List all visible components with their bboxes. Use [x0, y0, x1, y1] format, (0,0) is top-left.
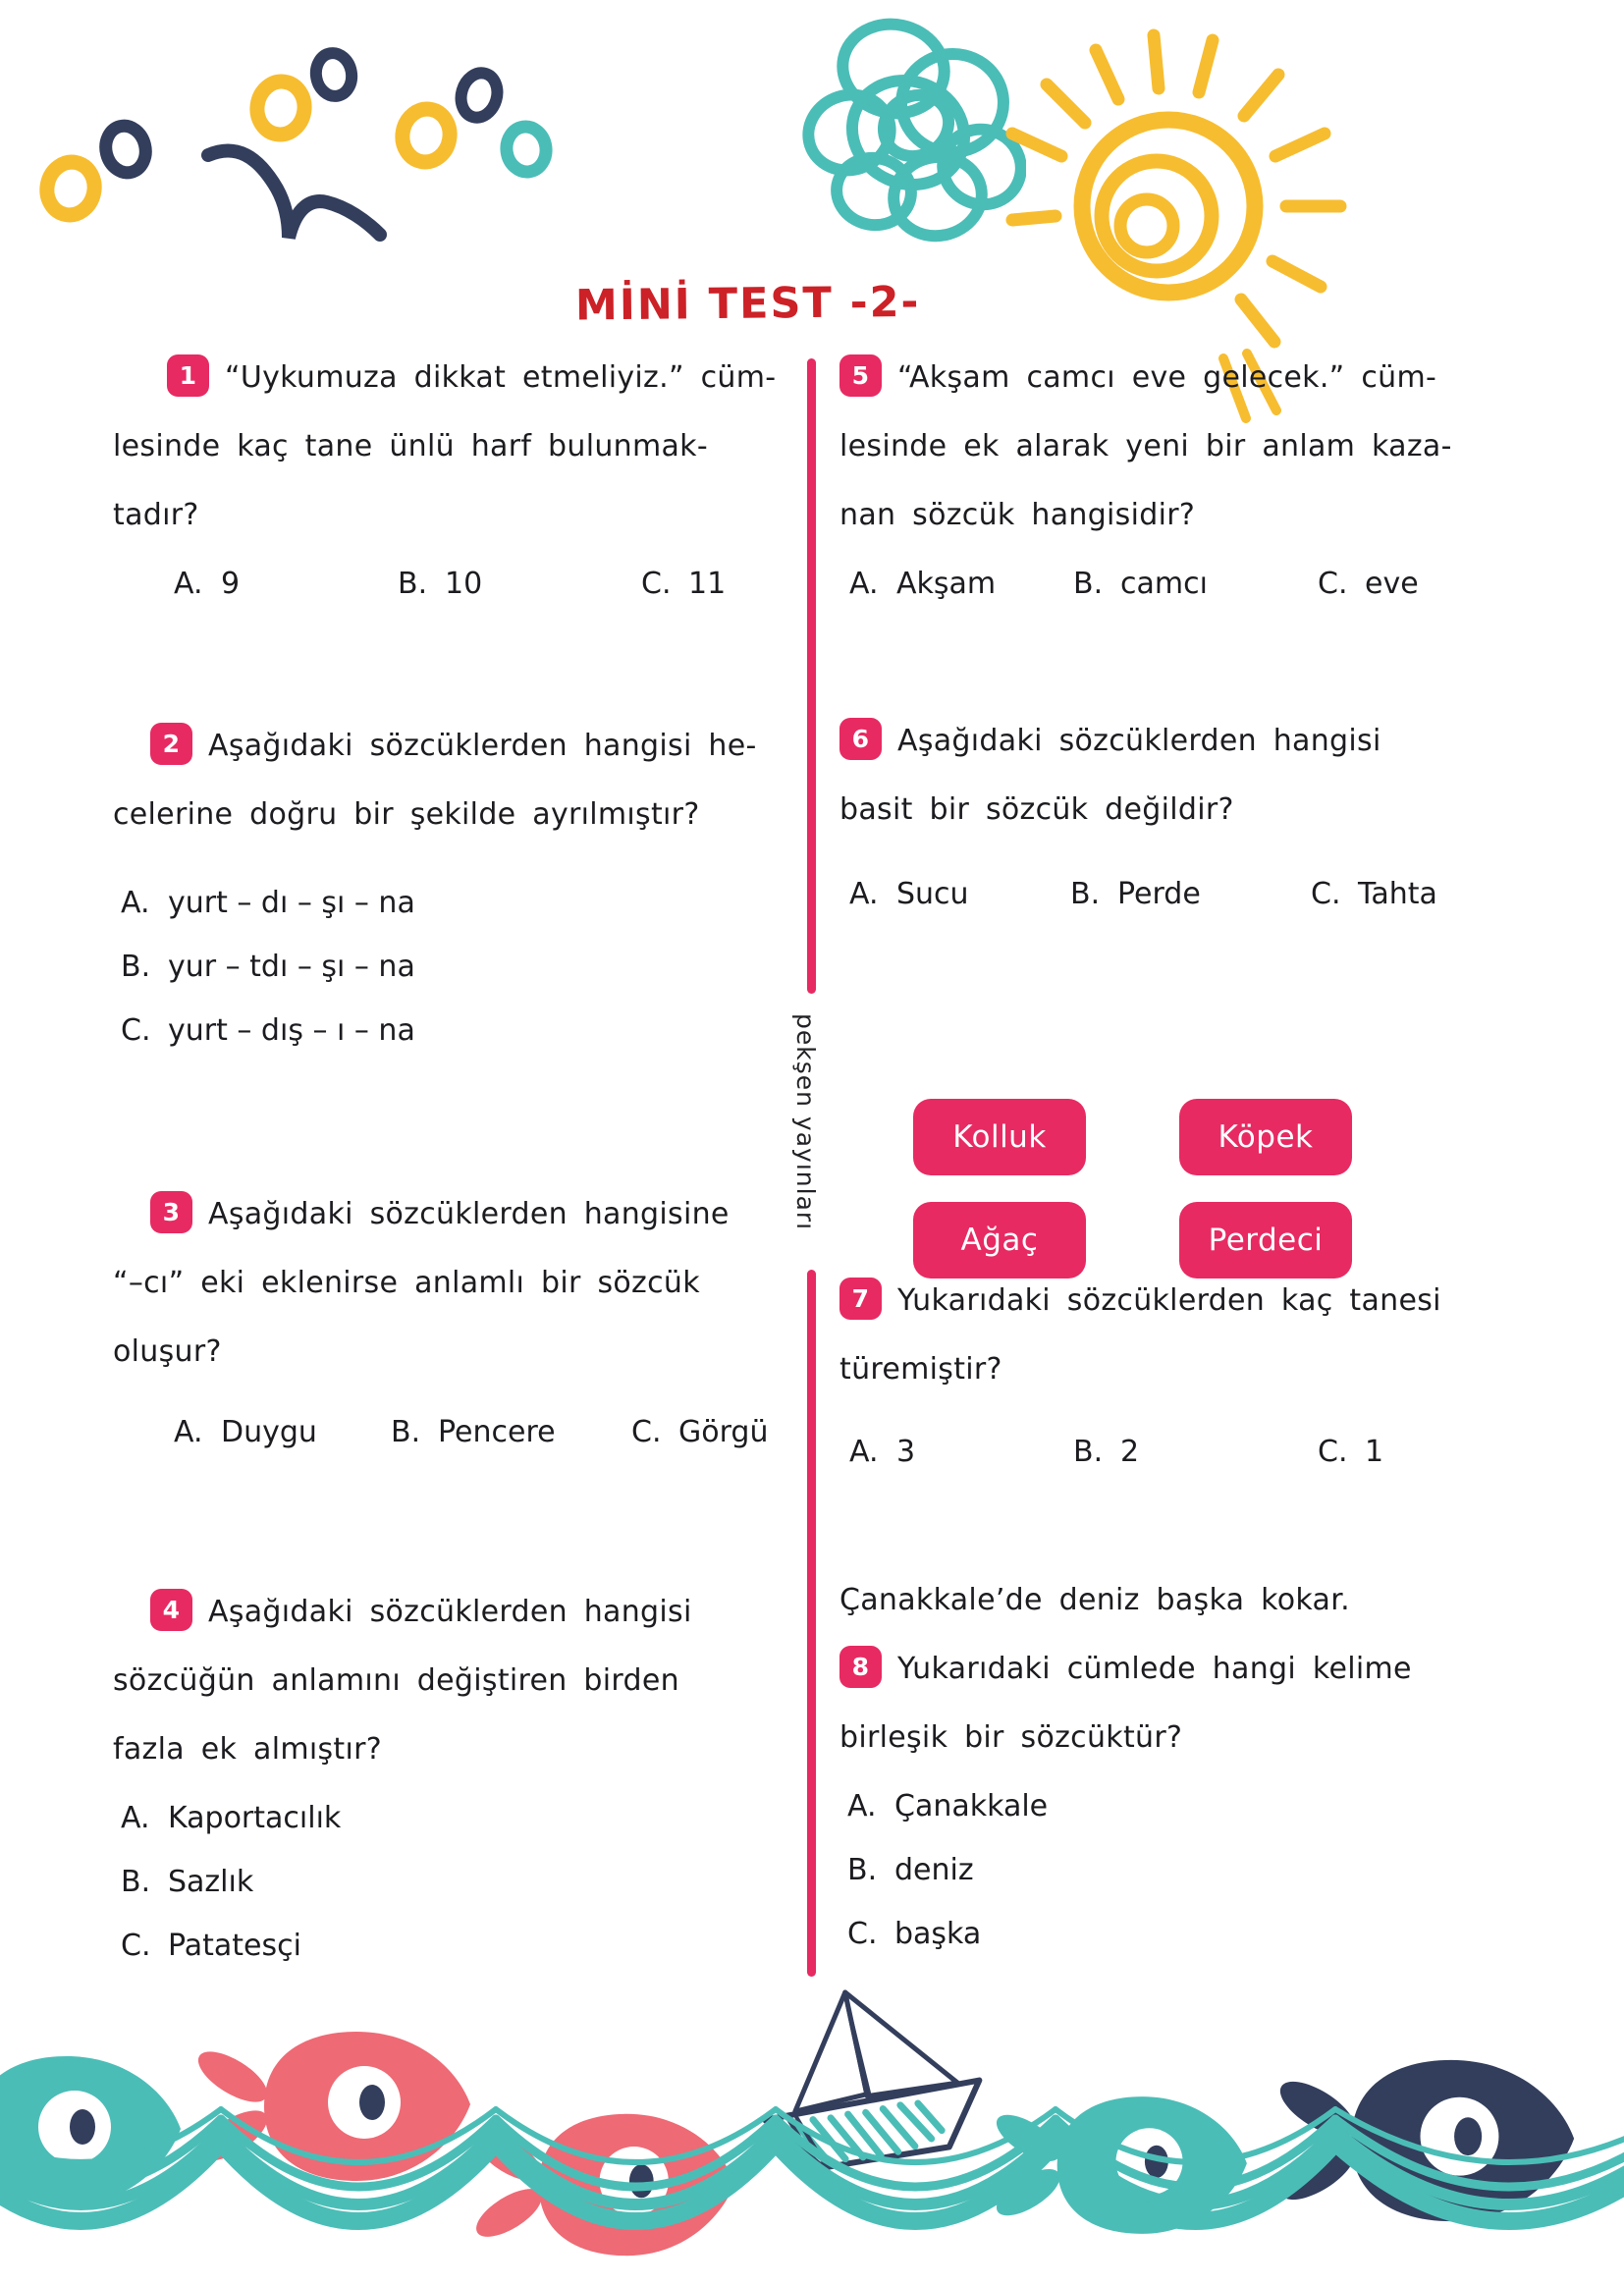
option-c[interactable]: C. 11	[641, 567, 727, 601]
option-a[interactable]: A. Kaportacılık	[121, 1801, 342, 1835]
options-stack	[113, 871, 763, 1062]
question-text: Yukarıdaki cümlede hangi kelime	[897, 1652, 1412, 1686]
column-divider-bottom	[807, 1270, 816, 1977]
question-line: basit bir sözcük değildir?	[839, 792, 1234, 827]
question-7	[839, 1267, 1571, 1487]
question-line: lesinde kaç tane ünlü harf bulunmak-	[113, 429, 708, 463]
option-c[interactable]: C. Patatesçi	[121, 1929, 301, 1963]
question-text: Aşağıdaki sözcüklerden hangisi he-	[208, 729, 757, 763]
options-row	[839, 860, 1571, 929]
question-text: “Akşam camcı eve gelecek.” cüm-	[897, 360, 1437, 395]
question-3	[113, 1180, 769, 1467]
question-number-badge: 7	[839, 1278, 882, 1320]
question-line: nan sözcük hangisidir?	[839, 498, 1196, 532]
option-a[interactable]: A. Duygu	[174, 1415, 317, 1449]
question-intro-sentence: Çanakkale’de deniz başka kokar.	[839, 1583, 1350, 1617]
question-2	[113, 712, 763, 1062]
option-a[interactable]: A. yurt – dı – şı – na	[121, 886, 415, 920]
question-number-badge: 5	[839, 354, 882, 397]
question-line	[839, 344, 1571, 412]
option-b[interactable]: B. Pencere	[391, 1415, 556, 1449]
question-line	[839, 707, 1571, 776]
option-c[interactable]: C. başka	[847, 1917, 982, 1951]
question-number-badge: 8	[839, 1646, 882, 1688]
option-b[interactable]: B. yur – tdı – şı – na	[121, 950, 415, 984]
question-8	[839, 1566, 1571, 1966]
option-b[interactable]: B. Perde	[1070, 877, 1201, 911]
question-text: Aşağıdaki sözcüklerden hangisi	[897, 724, 1381, 758]
question-line	[839, 1635, 1571, 1704]
question-line	[839, 1267, 1571, 1335]
options-stack	[113, 1786, 763, 1978]
question-number-badge: 6	[839, 718, 882, 760]
question-number-badge: 3	[150, 1191, 192, 1233]
question-line: birleşik bir sözcüktür?	[839, 1720, 1183, 1755]
option-a[interactable]: A. Sucu	[849, 877, 969, 911]
question-line: oluşur?	[113, 1334, 222, 1369]
question-text: “Uykumuza dikkat etmeliyiz.” cüm-	[225, 360, 777, 395]
question-line	[113, 1180, 763, 1249]
options-row	[839, 550, 1571, 619]
options-stack	[839, 1774, 1571, 1966]
word-box-kolluk: Kolluk	[913, 1099, 1086, 1175]
option-c[interactable]: C. eve	[1318, 567, 1419, 601]
question-line: fazla ek almıştır?	[113, 1732, 382, 1767]
word-box-perdeci: Perdeci	[1179, 1202, 1352, 1279]
dots-and-bird-doodle	[29, 39, 579, 265]
option-a[interactable]: A. Çanakkale	[847, 1789, 1049, 1823]
bird-doodle	[208, 150, 380, 238]
word-box-kopek: Köpek	[1179, 1099, 1352, 1175]
option-c[interactable]: C. yurt – dış – ı – na	[121, 1013, 415, 1048]
word-box-agac: Ağaç	[913, 1202, 1086, 1279]
question-text: Yukarıdaki sözcüklerden kaç tanesi	[897, 1283, 1441, 1318]
question-line: celerine doğru bir şekilde ayrılmıştır?	[113, 797, 700, 832]
page-title: MİNİ TEST -2-	[574, 277, 921, 331]
option-c[interactable]: C. Görgü	[631, 1415, 769, 1449]
question-number-badge: 4	[150, 1589, 192, 1631]
option-b[interactable]: B. Sazlık	[121, 1865, 254, 1899]
option-b[interactable]: B. 2	[1073, 1435, 1140, 1469]
question-6	[839, 707, 1571, 929]
options-row	[839, 1418, 1571, 1487]
question-number-badge: 1	[167, 354, 209, 397]
option-c[interactable]: C. Tahta	[1311, 877, 1437, 911]
publisher-name: pekşen yayınları	[791, 1013, 820, 1231]
question-line: “–cı” eki eklenirse anlamlı bir sözcük	[113, 1266, 700, 1300]
option-b[interactable]: B. deniz	[847, 1853, 974, 1887]
question-line: türemiştir?	[839, 1352, 1002, 1387]
sea-border-illustration	[0, 1984, 1624, 2285]
question-5	[839, 344, 1571, 619]
question-text: Aşağıdaki sözcüklerden hangisine	[208, 1197, 730, 1231]
question-line: lesinde ek alarak yeni bir anlam kaza-	[839, 429, 1452, 463]
question-1	[113, 344, 777, 619]
question-4	[113, 1578, 763, 1978]
question-number-badge: 2	[150, 723, 192, 765]
question-line	[113, 344, 777, 412]
options-row	[113, 550, 763, 619]
option-a[interactable]: A. Akşam	[849, 567, 997, 601]
options-row	[113, 1398, 769, 1467]
cloud-doodle	[790, 0, 1026, 275]
question-line	[113, 1578, 763, 1647]
question-line: sözcüğün anlamını değiştiren birden	[113, 1663, 679, 1698]
question-text: Aşağıdaki sözcüklerden hangisi	[208, 1595, 692, 1629]
option-a[interactable]: A. 3	[849, 1435, 916, 1469]
option-b[interactable]: B. 10	[398, 567, 483, 601]
option-b[interactable]: B. camcı	[1073, 567, 1208, 601]
question-line	[113, 712, 763, 781]
option-a[interactable]: A. 9	[174, 567, 241, 601]
question-line: tadır?	[113, 498, 199, 532]
option-c[interactable]: C. 1	[1318, 1435, 1384, 1469]
column-divider-top	[807, 358, 816, 994]
